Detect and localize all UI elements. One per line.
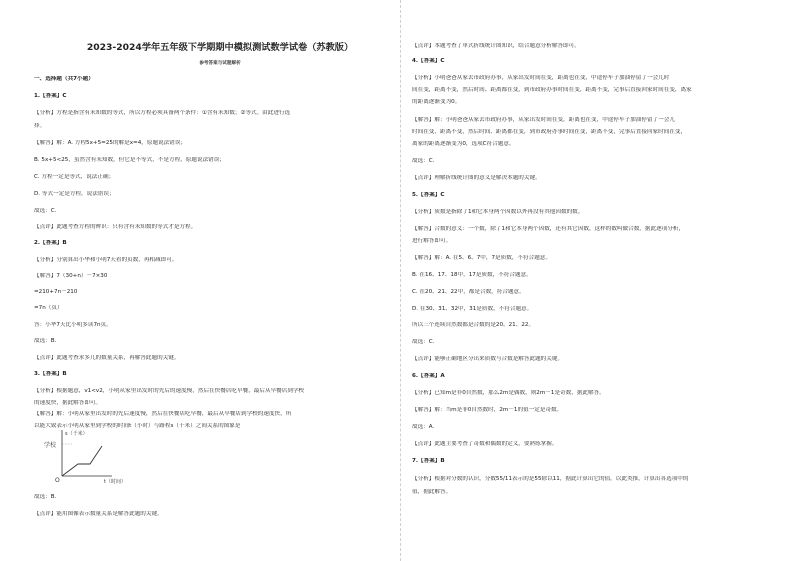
text-line: 【解答】7（30+n）－7×30 <box>34 273 108 279</box>
text-line: 【点评】本题考查了单式折线统计图知识，结合题意分析解答即可。 <box>412 43 580 49</box>
text-line: 【分析】已知m是非0自然数，那么2m是偶数，则2m－1是奇数，据此解答。 <box>412 390 605 396</box>
answer-q1: 1.【答案】C <box>34 93 67 99</box>
graph-line <box>62 446 102 476</box>
text-line: 【解答】合数的意义：一个数，除了1和它本身两个因数，还有其它因数，这样的数叫做合数，据此逐项分析， <box>412 226 685 232</box>
text-line: 【分析】分别算出小华和小明7天看的页数，再相减即可。 <box>34 257 178 263</box>
answer-q4: 4.【答案】C <box>412 58 445 64</box>
text-line: 【点评】能用图像表示数量关系是解答此题的关键。 <box>34 511 163 517</box>
text-line: D. 在30、31、32中，31是质数，不符合题意。 <box>412 306 533 312</box>
answer-q7: 7.【答案】B <box>412 458 445 464</box>
text-line: C. 方程一定是等式，说法正确； <box>34 174 115 180</box>
text-line: 的速度快，据此解答即可。 <box>34 400 102 406</box>
section-heading: 一、选择题（共7小题） <box>34 76 94 82</box>
text-line: 【分析】根据题意，v1<v2，小明从家里出发时的先后的速度慢，然后在快餐店吃早餐，最后从早餐店到学校 <box>34 388 305 394</box>
answer-q3: 3.【答案】B <box>34 371 67 377</box>
text-line: B. 在16、17、18中，17是质数，不符合题意。 <box>412 272 532 278</box>
y-axis-label: s（千米） <box>65 431 88 437</box>
text-line: 故选：C. <box>412 158 435 164</box>
text-line: 故选：C. <box>34 208 57 214</box>
document-subtitle: 参考答案与试题解析 <box>199 61 241 66</box>
text-line: 间在变，距离不变，然后时间、距离都在变，到市政府办事时间在变，距离不变，完事后直接回家时间在变，离家 <box>412 87 692 93</box>
text-line: 值，据此解答。 <box>412 489 452 495</box>
text-line: 【点评】此题考查方程的辨识：只有含有未知数的等式才是方程。 <box>34 224 197 230</box>
text-line: 【解答】解：A. 在5、6、7中，7是质数，不符合题意。 <box>412 255 551 261</box>
text-line: 进行解答即可。 <box>412 238 452 244</box>
distance-time-graph <box>42 426 152 486</box>
text-line: B. 5x+5<25，虽然含有未知数，但它是不等式，不是方程，原题说法错误； <box>34 157 225 163</box>
text-line: 【点评】此题考查求多几的数量关系，再解答此题的关键。 <box>34 355 180 361</box>
text-line: 【解答】解：小明爸爸从家去市政府办事，从家出发时间在变，距离也在变，中途停车子加油停留了一会儿 <box>412 117 675 123</box>
text-line: 的距离逐渐变为0。 <box>412 99 461 105</box>
text-line: 答：小华7天比小明多读7n页。 <box>34 322 112 328</box>
text-line: 【分析】方程是指含有未知数的等式，所以方程必须具备两个条件：①含有未知数；②等式。由此进行选 <box>34 110 291 116</box>
answer-q5: 5.【答案】C <box>412 192 445 198</box>
text-line: 【点评】能够正确地区分出来质数与合数是解答此题的关键。 <box>412 356 564 362</box>
text-line: 时间在变，距离不变，然后时间、距离都在变，到市政府办事时间在变，距离不变，完事后直接回家时间在变， <box>412 129 687 135</box>
text-line: 所以三个连续自然数都是合数的是20、21、22。 <box>412 322 535 328</box>
text-line: 故选：A. <box>412 424 435 430</box>
text-line: 离家的距离逐渐变为0，选项C符合题意。 <box>412 141 515 147</box>
document-title: 2023-2024学年五年级下学期期中模拟测试数学试卷（苏教版） <box>86 42 354 53</box>
text-line: 【解答】解：当m是非0自然数时，2m－1的值一定是奇数。 <box>412 407 563 413</box>
text-line: 【解答】解：A. 方程5x+5=25的解是x=4，原题说法错误； <box>34 140 187 146</box>
y-label: 学校 <box>44 442 57 449</box>
answer-q2: 2.【答案】B <box>34 240 67 246</box>
text-line: C. 在20、21、22中，都是合数，符合题意。 <box>412 289 525 295</box>
text-line: 故选：B. <box>34 494 57 500</box>
x-axis-label: t（时间） <box>104 479 126 485</box>
text-line: 【分析】质数是指除了1和它本身两个因数以外再没有其他因数的数。 <box>412 209 584 215</box>
text-line: 故选：C. <box>412 339 435 345</box>
text-line: 【点评】理解折线统计图的意义是解决本题的关键。 <box>412 175 541 181</box>
text-line: 【分析】小明爸爸从家去市政府办事，从家出发时间在变，距离也在变，中途停车子加油停留了一会儿时 <box>412 75 670 81</box>
text-line: 择。 <box>34 123 46 129</box>
text-line: =7n（页） <box>34 305 63 311</box>
text-line: =210+7n－210 <box>34 289 78 295</box>
text-line: 【点评】此题主要考查了奇数和偶数的定义，要熟练掌握。 <box>412 441 558 447</box>
text-line: 以能大致表示小明从家里到学校的时间t（小时）与路程s（千米）之间关系的图象是 <box>34 423 241 429</box>
text-line: D. 等式一定是方程，说法错误； <box>34 191 115 197</box>
answer-q6: 6.【答案】A <box>412 373 445 379</box>
origin-label: O <box>55 477 60 484</box>
text-line: 【解答】解：小明从家里出发时的先后速度慢，然后在快餐店吃早餐，最后从早餐店到学校的速度快，所 <box>34 411 292 417</box>
text-line: 故选：B. <box>34 338 57 344</box>
text-line: 【分析】根据对分数的认识，分数55/11表示的是55除以11，据此计算出它的值，以此类推，计算出各选项中的 <box>412 476 689 482</box>
column-divider <box>400 0 402 561</box>
